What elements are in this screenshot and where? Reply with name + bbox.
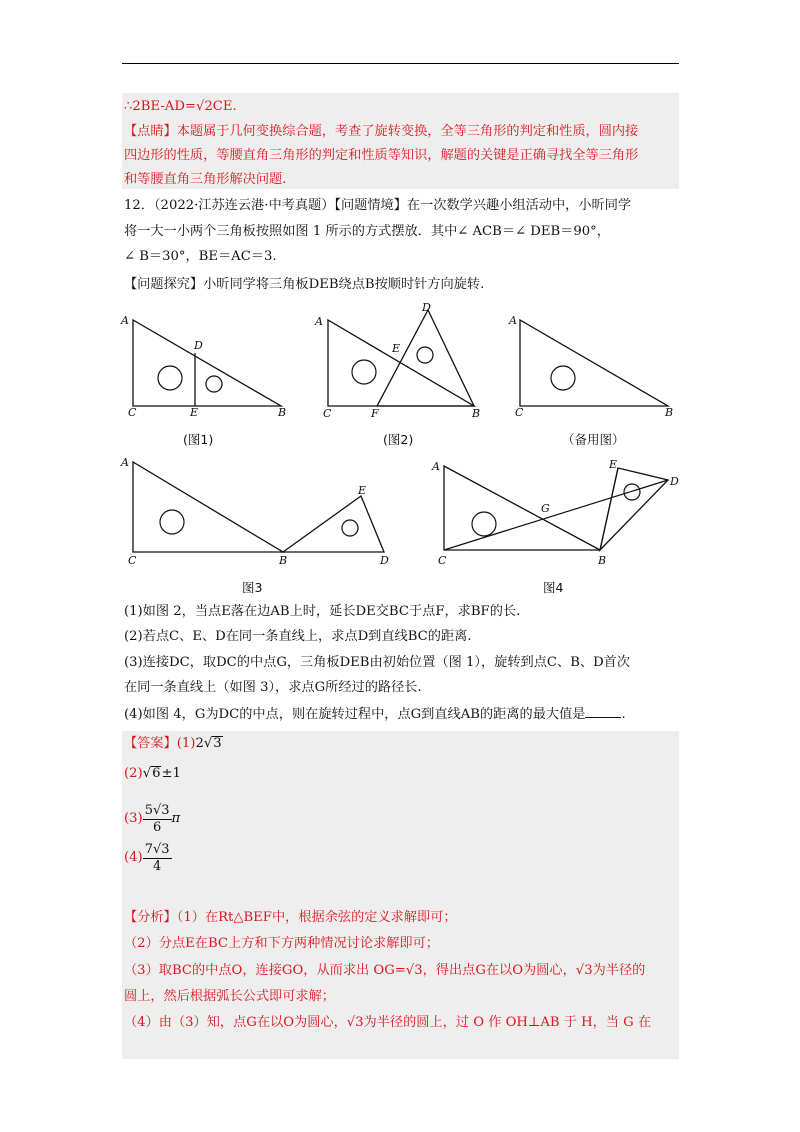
answer-3 (124, 799, 180, 839)
comment-line-1 (124, 122, 638, 142)
answer-2-tail: ±1 (161, 766, 181, 781)
answer-1-coef: 2 (195, 736, 204, 751)
hole-big (551, 366, 575, 390)
comment-line-3: 和等腰直角三角形解决问题. (124, 172, 287, 187)
answer-2-label: (2) (124, 766, 143, 781)
question-4-end: . (621, 707, 626, 722)
comment-line-2: 四边形的性质，等腰直角三角形的判定和性质等知识，解题的关键是正确寻找全等三角形 (124, 148, 639, 163)
hole-small (342, 520, 358, 536)
problem-number: 12． (124, 198, 154, 213)
answer-2-rad: 6 (152, 766, 161, 781)
analysis-line-1 (124, 908, 457, 928)
answer-3-pi: π (171, 811, 181, 826)
analysis-line-4: 圆上，然后根据弧长公式即可求解； (124, 989, 335, 1004)
answer-tag: 【答案】 (124, 736, 177, 751)
answer-1-rad: 3 (213, 736, 222, 751)
figure-4 (428, 452, 688, 570)
problem-source: （2022·江苏连云港·中考真题） (153, 198, 335, 213)
question-2: (2)若点C、E、D在同一条直线上，求点D到直线BC的距离. (124, 629, 472, 644)
label-C: C (438, 554, 447, 567)
label-A: A (509, 314, 517, 327)
label-C: C (128, 554, 137, 567)
question-3a: (3)连接DC，取DC的中点G，三角板DEB由初始位置（图 1），旋转到点C、B、D首次 (124, 655, 631, 670)
answer-4-fraction: $\frac{7√3}{4}$ (144, 841, 170, 874)
comment-text: 本题属于几何变换综合题，考查了旋转变换，全等三角形的判定和性质，圆内接 (176, 124, 639, 139)
big-triangle (133, 320, 281, 406)
label-E: E (358, 484, 367, 497)
label-B: B (665, 406, 674, 418)
label-B: B (472, 407, 481, 420)
label-C: C (128, 406, 137, 418)
label-C: C (515, 406, 524, 418)
problem-text-4: 小昕同学将三角板DEB绕点B按顺时针方向旋转. (203, 277, 485, 292)
analysis-line-3: （3）取BC的中点O，连接GO，从而求出 OG=√3，得出点G在以O为圆心，√3为半径的 (124, 963, 646, 978)
label-E: E (609, 458, 618, 471)
previous-conclusion: ∴2BE-AD=√2CE. (124, 99, 237, 114)
analysis-text-1: （1）在Rt△BEF中，根据余弦的定义求解即可； (176, 910, 457, 925)
question-4-text: (4)如图 4，G为DC的中点，则在旋转过程中，点G到直线AB的距离的最大值是 (124, 707, 586, 722)
hole-big (158, 366, 182, 390)
figure-1 (118, 308, 288, 418)
big-triangle (328, 320, 474, 406)
figure-2 (312, 300, 487, 420)
label-D: D (422, 301, 431, 314)
problem-line-3: ∠ B＝30°，BE＝AC＝3. (124, 249, 277, 264)
segment-BE (600, 468, 618, 550)
problem-line-2: 将一大一小两个三角板按照如图 1 所示的方式摆放．其中∠ ACB＝∠ DEB＝90°， (124, 224, 610, 239)
label-A: A (315, 315, 323, 328)
label-B: B (278, 406, 287, 418)
problem-tag-situation: 【问题情境】 (334, 198, 407, 213)
label-A: A (121, 456, 129, 469)
answer-band (122, 731, 679, 1059)
small-triangle (600, 468, 668, 550)
caption-fig3: 图3 (242, 580, 263, 595)
analysis-tag: 【分析】 (124, 910, 177, 925)
caption-backup: （备用图） (562, 432, 625, 447)
problem-line-1 (124, 196, 631, 216)
label-B: B (279, 554, 288, 567)
hole-big (352, 360, 376, 384)
answer-4 (124, 838, 172, 878)
label-C: C (323, 407, 332, 420)
label-D: D (380, 554, 389, 567)
question-4 (124, 705, 626, 725)
analysis-line-5: （4）由（3）知，点G在以O为圆心，√3为半径的圆上，过 O 作 OH⊥AB 于 H，当 G 在 (124, 1015, 652, 1030)
figure-backup (505, 308, 675, 418)
answer-3-fraction: $\frac{5√3}{6}$ (144, 802, 170, 835)
analysis-line-2: （2）分点E在BC上方和下方两种情况讨论求解即可； (124, 936, 439, 951)
answer-blank (585, 706, 621, 718)
problem-text-1: 在一次数学兴趣小组活动中，小昕同学 (406, 198, 632, 213)
label-E: E (392, 342, 401, 355)
label-D: D (194, 339, 203, 352)
hole-big (472, 512, 496, 536)
label-B: B (598, 554, 607, 567)
label-G: G (541, 502, 550, 515)
question-3b: 在同一条直线上（如图 3），求点G所经过的路径长. (124, 680, 422, 695)
small-triangle (283, 496, 384, 552)
label-A: A (121, 314, 129, 327)
answer-1-label: (1) (176, 736, 196, 751)
label-E: E (190, 406, 199, 418)
answer-2: (2)√6±1 (124, 766, 181, 781)
hole-big (160, 510, 184, 534)
hole-small (624, 484, 640, 500)
caption-fig1: (图1) (183, 432, 214, 447)
answer-4-label: (4) (124, 850, 143, 865)
problem-line-4 (124, 275, 484, 295)
answer-1: 【答案】(1)2√3 (124, 736, 222, 751)
answer-3-label: (3) (124, 811, 143, 826)
question-1: (1)如图 2，当点E落在边AB上时，延长DE交BC于点F，求BF的长. (124, 604, 521, 619)
label-F: F (371, 407, 379, 420)
label-D: D (670, 475, 679, 488)
hole-small (206, 376, 222, 392)
figure-3 (118, 452, 398, 570)
problem-tag-explore: 【问题探究】 (124, 277, 204, 292)
header-rule (122, 63, 679, 64)
hole-small (417, 347, 433, 363)
big-triangle (133, 462, 283, 552)
comment-tag: 【点睛】 (124, 124, 177, 139)
caption-fig2: (图2) (383, 432, 414, 447)
caption-fig4: 图4 (543, 580, 564, 595)
label-A: A (432, 460, 440, 473)
big-triangle (520, 320, 668, 406)
